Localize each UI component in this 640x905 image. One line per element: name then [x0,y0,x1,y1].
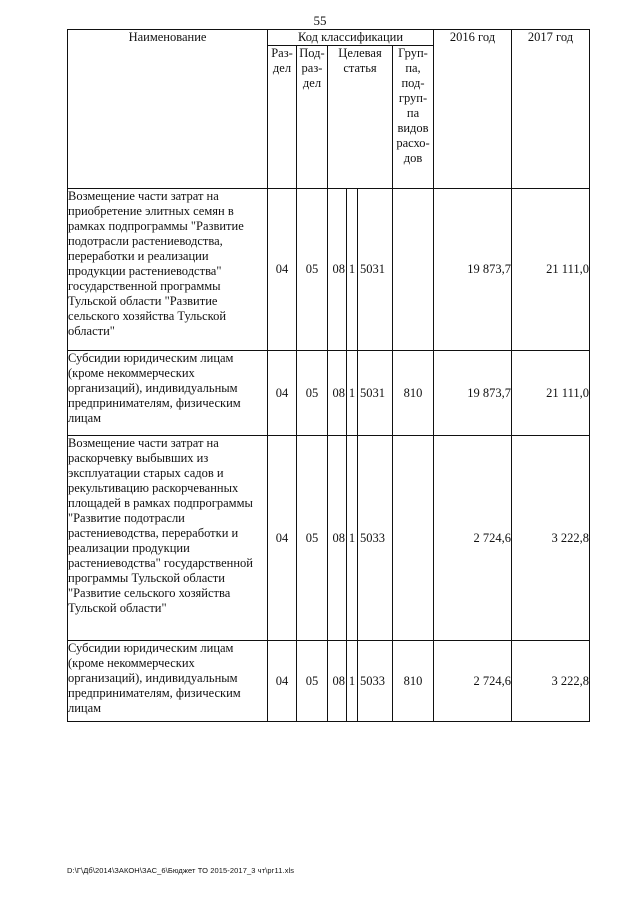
row-section: 04 [268,189,297,351]
row-value-2017: 3 222,8 [512,641,590,722]
row-subsection: 05 [297,436,328,641]
header-row-main [68,30,590,46]
table-row [68,189,590,351]
header-name: Наименование [68,30,268,189]
row-section: 04 [268,436,297,641]
row-target-part2: 1 [347,641,358,722]
row-expense-group: 810 [393,641,434,722]
row-subsection: 05 [297,189,328,351]
row-value-2017: 21 111,0 [512,351,590,436]
file-path-footer: D:\Г\Дб\2014\ЗАКОН\ЗАС_6\Бюджет ТО 2015-2017_3 чт\рг11.xls [67,866,295,875]
header-year-2016: 2016 год [434,30,512,189]
header-target-article: Целевая статья [328,46,393,189]
row-name: Субсидии юридическим лицам (кроме некоммерческих организаций), индивидуальным предпринимателям, физическим лицам [68,351,268,436]
row-target-part2: 1 [347,189,358,351]
row-target-part3: 5033 [358,436,393,641]
header-subsection: Под- раз- дел [297,46,328,189]
row-expense-group [393,436,434,641]
header-expense-group: Груп- па, под- груп- па видов расхо- дов [393,46,434,189]
row-target-part1: 08 [328,436,347,641]
row-name: Субсидии юридическим лицам (кроме некоммерческих организаций), индивидуальным предпринимателям, физическим лицам [68,641,268,722]
row-value-2016: 2 724,6 [434,641,512,722]
row-subsection: 05 [297,641,328,722]
row-target-part3: 5031 [358,351,393,436]
row-target-part3: 5033 [358,641,393,722]
row-target-part1: 08 [328,189,347,351]
row-subsection: 05 [297,351,328,436]
budget-table [67,29,590,722]
row-target-part1: 08 [328,641,347,722]
row-target-part3: 5031 [358,189,393,351]
page-number: 55 [313,13,327,28]
row-name: Возмещение части затрат на раскорчевку выбывших из эксплуатации старых садов и рекультивацию раскорчеванных площадей в рамках подпрограммы "Развитие подотрасли растениеводства, переработки и реализации продукции растениеводства" государственной программы Тульской области "Развитие сельского хозяйства Тульской области" [68,436,268,641]
row-target-part2: 1 [347,351,358,436]
table-row [68,351,590,436]
row-name: Возмещение части затрат на приобретение элитных семян в рамках подпрограммы "Развитие подотрасли растениеводства, переработки и реализации продукции растениеводства" государственной программы Тульской области "Развитие сельского хозяйства Тульской области" [68,189,268,351]
row-value-2016: 19 873,7 [434,351,512,436]
row-section: 04 [268,641,297,722]
row-section: 04 [268,351,297,436]
header-year-2017: 2017 год [512,30,590,189]
row-value-2017: 3 222,8 [512,436,590,641]
row-value-2016: 19 873,7 [434,189,512,351]
row-value-2017: 21 111,0 [512,189,590,351]
table-row [68,641,590,722]
row-expense-group: 810 [393,351,434,436]
header-section: Раз- дел [268,46,297,189]
row-target-part2: 1 [347,436,358,641]
header-code-group: Код классификации [268,30,434,46]
row-value-2016: 2 724,6 [434,436,512,641]
row-target-part1: 08 [328,351,347,436]
row-expense-group [393,189,434,351]
table-row [68,436,590,641]
